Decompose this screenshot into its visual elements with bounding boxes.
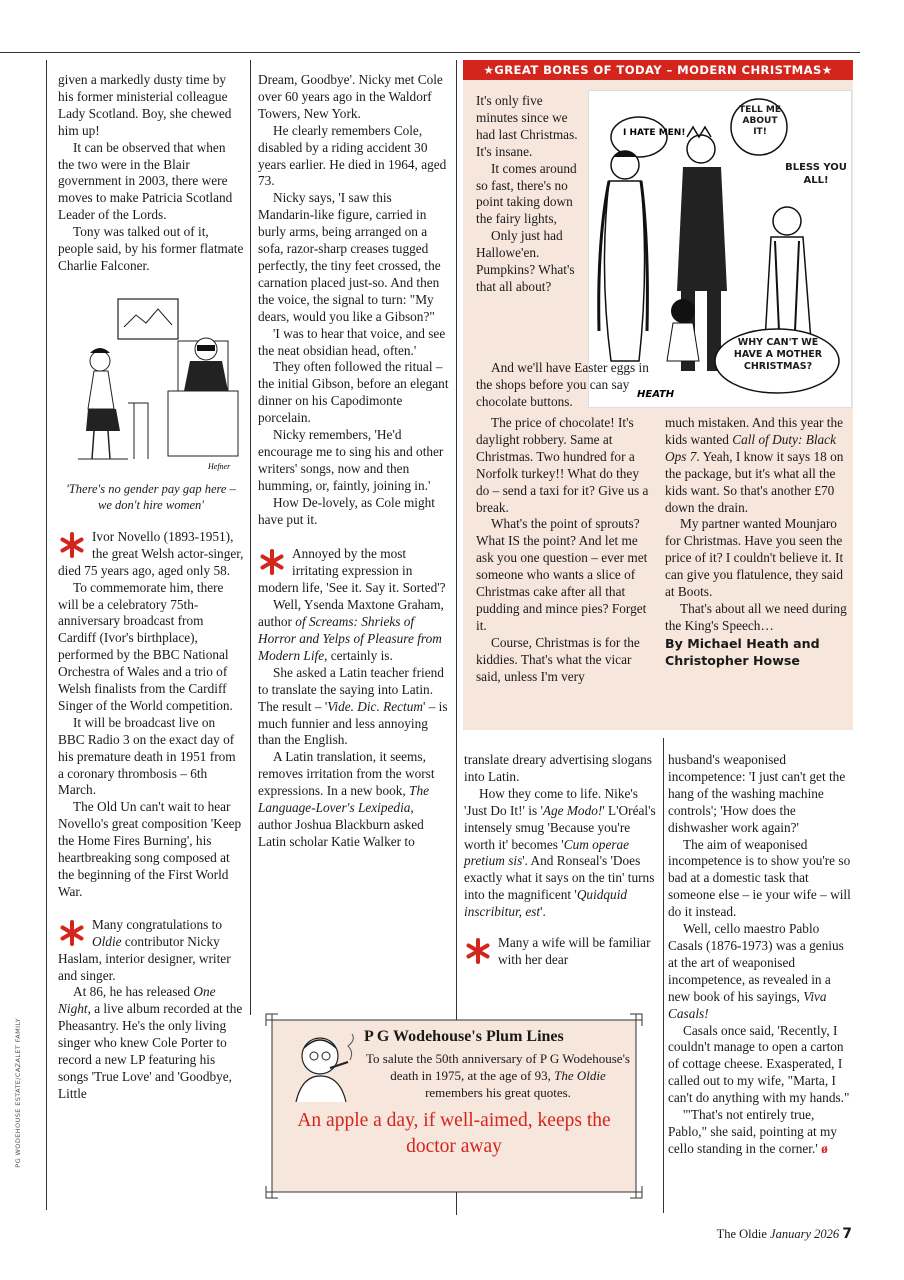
paragraph: That's about all we need during the King's Speech… [665,600,847,633]
column-1 [58,72,244,1103]
asterisk-icon [464,937,492,965]
photo-credit: PG WODEHOUSE ESTATE/CAZALET FAMILY [14,1018,22,1168]
page-footer [717,1226,852,1242]
paragraph: The aim of weaponised incompetence is to show you're so bad at a domestic task that someone else – ie your wife – will do it instead. [668,836,851,920]
paragraph: At 86, he has released One Night, a live album recorded at the Pheasantry. He's the only living singer who knew Cole Porter to record a new LP featuring his songs 'True Love' and 'Goodbye, Little [58,984,243,1101]
paragraph: It's only five minutes since we had last Christmas. It's insane. [476,93,578,159]
paragraph: Well, cello maestro Pablo Casals (1876-1973) was a genius at the art of weaponised incompetence, as revealed in a new book of his sayings, Viva Casals! [668,921,844,1021]
paragraph: How De-lovely, as Cole might have put it. [258,494,435,527]
byline: Christopher Howse [665,652,800,668]
bubble-text: I HATE MEN! [623,128,686,138]
column-2 [258,72,450,851]
paragraph: Course, Christmas is for the kiddies. That's what the vicar said, unless I'm very [476,634,640,684]
paragraph: Only just had Hallowe'en. Pumpkins? What's that all about? [476,228,575,294]
wodehouse-portrait [282,1026,362,1102]
column-rule [663,738,664,1213]
paragraph: The price of chocolate! It's daylight robbery. Same at Christmas. Two hundred for a Norfolk turkey!! What do they do – send a taxi for it? Give us a break. [476,415,649,515]
asterisk-icon [58,919,86,947]
great-bores-title: ★GREAT BORES OF TODAY – MODERN CHRISTMAS★ [463,60,853,80]
top-rule [0,52,860,53]
bores-text-col1 [476,415,654,686]
bubble-text: TELL ME ABOUT IT! [739,105,781,137]
paragraph: A Latin translation, it seems, removes irritation from the worst expressions. In a new book, The Language-Lover's Lexipedia, author Joshua Blackburn asked Latin scholar Katie Walker to [258,749,435,849]
paragraph: translate dreary advertising slogans into Latin. [464,752,652,784]
plum-lines-box [264,1012,644,1200]
plum-quote: An apple a day, if well-aimed, keeps the doctor away [297,1110,611,1157]
column-rule [250,60,251,1015]
paragraph: much mistaken. And this year the kids wanted Call of Duty: Black Ops 7. Yeah, I know it says 18 on the package, but it's what all the kids want. So that's another £70 down the drain. [665,415,844,515]
cartoon-signature: Hefner [208,461,231,471]
bubble-text: BLESS YOU ALL! [785,162,847,186]
bubble-text: WHY CAN'T WE HAVE A MOTHER CHRISTMAS? [733,337,823,372]
paragraph: Casals once said, 'Recently, I couldn't manage to open a carton of cottage cheese. Exasperated, I called out to my wife, "Marta, I can't do anything with my hands." [668,1022,850,1106]
paragraph: They often followed the ritual – the initial Gibson, before an elegant dinner on his Capodimonte porcelain. [258,359,449,426]
paragraph: Many a wife will be familiar with her dear [498,935,651,967]
plum-lines-intro: To salute the 50th anniversary of P G Wodehouse's death in 1975, at the age of 93, The Oldie remembers his great quotes. [366,1051,630,1100]
paragraph: To commemorate him, there will be a celebratory 75th-anniversary broadcast from Cardiff (Ivor's birthplace), performed by the BBC National Orchestra of Wales and a trio of Welsh finalists from the Cardiff Singer of the World competition. [58,579,233,713]
column-4 [668,752,852,1158]
paragraph: She asked a Latin teacher friend to translate the saying into Latin. The result – 'Vide. Dic. Rectum' – is much funnier and less annoying than the English. [258,664,448,748]
paragraph: Many congratulations to Oldie contributor Nicky Haslam, interior designer, writer and singer. [58,916,231,983]
cartoon-signature: HEATH [637,389,675,400]
column-3 [464,752,656,969]
cartoon-caption: 'There's no gender pay gap here – we don't hire women' [66,481,236,512]
paragraph: It will be broadcast live on BBC Radio 3 on the exact day of his premature death in 1951 from a coronary thrombosis – 6th March. [58,714,236,798]
paragraph: The Old Un can't wait to hear Novello's great composition 'Keep the Home Fires Burning', his heartbreaking song composed at the beginning of the First World War. [58,799,242,899]
paragraph: Tony was talked out of it, people said, by his former flatmate Charlie Falconer. [58,224,244,273]
column-rule [46,60,47,1210]
paragraph: How they come to life. Nike's 'Just Do It!' is 'Age Modo!' L'Oréal's intensely smug 'Because you're worth it' becomes 'Cum operae pretium sis'. And Ronseal's 'Does exactly what it says on the tin' turns into the magnificent 'Quidquid inscribitur, est'. [464,785,656,920]
paragraph: Well, Ysenda Maxtone Graham, author of Screams: Shrieks of Horror and Yelps of Pleasure from Modern Life, certainly is. [258,597,444,663]
bores-text-col2 [665,415,847,669]
magazine-name: The Oldie [716,1227,767,1241]
cartoon-office [58,291,244,475]
paragraph: What's the point of sprouts? What IS the point? And let me ask you one question – ever met someone who wants a slice of Christmas cake after all that pudding and mince pies? Forget it. [476,516,648,633]
paragraph: 'I was to hear that voice, and see the neat obsidian head, often.' [258,325,446,358]
paragraph: Annoyed by the most irritating expression in modern life, 'See it. Say it. Sorted'? [258,546,446,596]
paragraph: Nicky says, 'I saw this Mandarin-like figure, carried in burly arms, being arranged on a sofa, razor-sharp creases tugged perfectly, the tiny feet crossed, the carnation placed just-so. And then the voice, the signal to turn: "My dears, would you like a Gibson?" [258,190,441,324]
paragraph: '"That's not entirely true, Pablo," she said, pointing at my cello standing in the corner.' ø [668,1107,838,1156]
bores-text-left [476,93,584,296]
asterisk-icon [58,531,86,559]
asterisk-icon [258,548,286,576]
paragraph: Nicky remembers, 'He'd encourage me to sing his and other writers' songs, now and then humming, or, faintly, joining in.' [258,427,444,493]
issue-date: January 2026 [770,1227,840,1241]
plum-lines-title: P G Wodehouse's Plum Lines [364,1028,564,1045]
paragraph: It can be observed that when the two were in the Blair government in 2003, there were moves to make Patricia Scotland Leader of the Lords. [58,139,233,223]
paragraph: He clearly remembers Cole, disabled by a riding accident 30 years earlier. He died in 1964, aged 73. [258,122,447,189]
paragraph: Dream, Goodbye'. Nicky met Cole over 60 years ago in the Waldorf Towers, New York. [258,72,443,121]
end-mark-icon: ø [821,1140,828,1156]
paragraph: And we'll have Easter eggs in the shops before you can say chocolate buttons. [476,360,649,409]
paragraph: given a markedly dusty time by his former ministerial colleague Lady Scotland. Boy, she chewed him up! [58,72,232,138]
paragraph: husband's weaponised incompetence: 'I just can't get the hang of the washing machine controls'; 'How does the dishwasher work again?' [668,752,846,835]
bores-text-lower [476,360,652,411]
paragraph: My partner wanted Mounjaro for Christmas. Have you seen the price of it? I couldn't believe it. It can give you flatulence, they said at Boots. [665,516,844,600]
paragraph: Ivor Novello (1893-1951), the great Welsh actor-singer, died 75 years ago, aged only 58. [58,528,244,578]
page-number: 7 [842,1226,852,1242]
paragraph: It comes around so fast, there's no point taking down the fairy lights, [476,160,577,227]
byline: By Michael Heath and [665,635,820,651]
column-rule [456,738,457,998]
